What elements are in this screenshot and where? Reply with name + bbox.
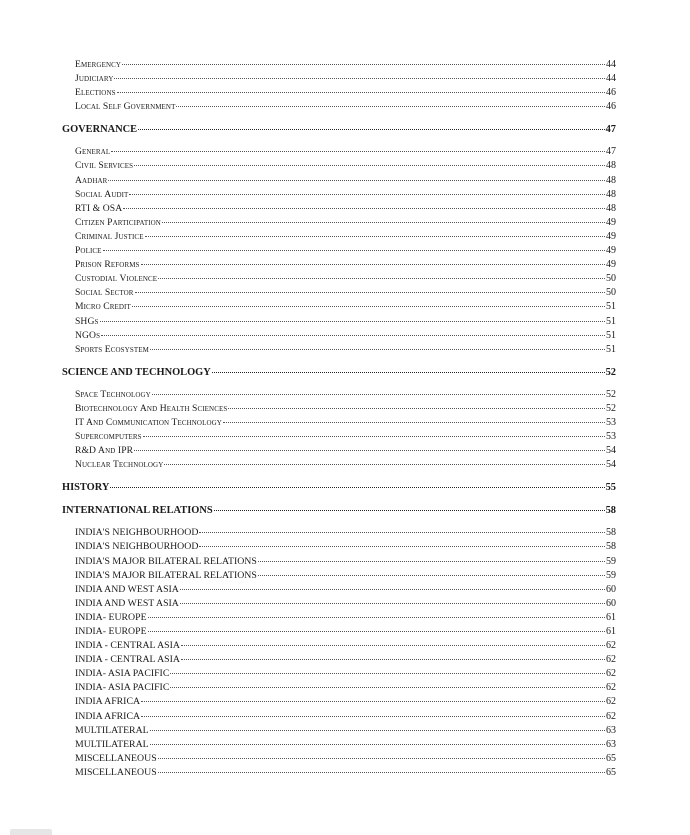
dot-leader — [123, 207, 605, 209]
dot-leader — [108, 179, 605, 181]
toc-section-heading[interactable] — [62, 481, 616, 495]
toc-entry-label: MISCELLANEOUS — [75, 766, 157, 778]
toc-entry-page: 48 — [606, 174, 616, 186]
dot-leader — [258, 574, 605, 576]
dot-leader — [114, 77, 605, 79]
toc-entry-page: 60 — [606, 597, 616, 609]
dot-leader — [212, 371, 605, 373]
toc-entry-label: INDIA'S MAJOR BILATERAL RELATIONS — [75, 555, 257, 567]
toc-entry-label: RTI & OSA — [75, 202, 123, 214]
toc-entry-page: 63 — [606, 738, 616, 750]
toc-entry-page: 44 — [606, 73, 616, 85]
toc-entry-page: 58 — [606, 527, 616, 539]
toc-entry-page: 49 — [606, 259, 616, 271]
toc-entry-label: MISCELLANEOUS — [75, 752, 157, 764]
toc-entry-label: NGOs — [75, 329, 101, 341]
toc-entry[interactable] — [62, 58, 616, 72]
toc-entry-page: 48 — [606, 202, 616, 214]
dot-leader — [145, 235, 605, 237]
toc-entry-page: 50 — [606, 273, 616, 285]
toc-entry-page: 49 — [606, 216, 616, 228]
toc-entry-label: Criminal Justice — [75, 230, 144, 242]
toc-section-history — [62, 481, 616, 495]
dot-leader — [152, 393, 605, 395]
toc-entry[interactable] — [62, 695, 616, 709]
toc-entry[interactable] — [62, 388, 616, 402]
toc-entry[interactable] — [62, 430, 616, 444]
toc-entry-page: 54 — [606, 445, 616, 457]
toc-entry-page: 61 — [606, 626, 616, 637]
toc-heading-label: SCIENCE AND TECHNOLOGY — [62, 366, 211, 378]
toc-entry-page: 47 — [606, 146, 616, 158]
table-of-contents — [62, 58, 616, 780]
dot-leader — [129, 193, 605, 195]
dot-leader — [181, 658, 605, 660]
dot-leader — [111, 150, 605, 152]
toc-entry-label: INDIA'S NEIGHBOURHOOD — [75, 541, 199, 553]
toc-entry[interactable] — [62, 752, 616, 766]
toc-entry-label: MULTILATERAL — [75, 724, 149, 736]
toc-entry[interactable] — [62, 540, 616, 554]
toc-entry-label: INDIA- ASIA PACIFIC — [75, 682, 170, 694]
dot-leader — [181, 644, 605, 646]
dot-leader — [170, 686, 605, 688]
toc-entry-label: INDIA AND WEST ASIA — [75, 597, 179, 609]
toc-entry-page: 51 — [606, 343, 616, 355]
toc-entry-page: 63 — [606, 724, 616, 736]
toc-entry[interactable] — [62, 555, 616, 569]
toc-entry-page: 62 — [606, 668, 616, 680]
dot-leader — [150, 348, 605, 350]
dot-leader — [199, 531, 605, 533]
dot-leader — [162, 221, 605, 223]
toc-entry-label: INDIA AND WEST ASIA — [75, 583, 179, 595]
toc-entry-page: 62 — [606, 710, 616, 722]
toc-entry-page: 53 — [606, 431, 616, 443]
toc-entry-page: 65 — [606, 752, 616, 764]
toc-heading-label: HISTORY — [62, 482, 110, 494]
toc-entry-label: Micro Credit — [75, 301, 131, 313]
toc-entry-label: INDIA - CENTRAL ASIA — [75, 640, 180, 652]
toc-entry-page: 59 — [606, 569, 616, 581]
toc-section-polity-continued — [62, 58, 616, 114]
dot-leader — [148, 616, 605, 618]
toc-entry[interactable] — [62, 569, 616, 583]
toc-entry-page: 62 — [606, 640, 616, 652]
dot-leader — [103, 249, 605, 251]
dot-leader — [258, 560, 605, 562]
toc-entry-label: Police — [75, 245, 102, 257]
toc-entry-page: 59 — [606, 555, 616, 567]
dot-leader — [134, 449, 605, 451]
toc-entry-label: General — [75, 146, 111, 158]
toc-section-international-relations — [62, 504, 616, 780]
toc-entry-label: INDIA'S NEIGHBOURHOOD — [75, 527, 199, 539]
toc-entry-label: Aadhar — [75, 174, 108, 186]
toc-entry[interactable] — [62, 583, 616, 597]
dot-leader — [164, 463, 605, 465]
toc-entry-label: Elections — [75, 87, 116, 99]
dot-leader — [158, 277, 605, 279]
toc-entry-label: INDIA- ASIA PACIFIC — [75, 668, 170, 680]
toc-entry-page: 49 — [606, 245, 616, 257]
toc-entry-label: Prison Reforms — [75, 259, 140, 271]
dot-leader — [110, 486, 604, 488]
toc-section-governance — [62, 123, 616, 356]
toc-entry-label: MULTILATERAL — [75, 738, 149, 750]
toc-entry-label: Custodial Violence — [75, 273, 158, 285]
toc-entry[interactable] — [62, 738, 616, 752]
dot-leader — [135, 291, 605, 293]
toc-entry[interactable] — [62, 402, 616, 416]
toc-entry[interactable] — [62, 100, 616, 114]
toc-entry[interactable] — [62, 174, 616, 188]
dot-leader — [150, 743, 605, 745]
dot-leader — [134, 164, 605, 166]
toc-heading-page: 55 — [605, 482, 616, 494]
toc-heading-label: INTERNATIONAL RELATIONS — [62, 505, 213, 517]
dot-leader — [132, 305, 605, 307]
toc-entry-label: INDIA AFRICA — [75, 696, 141, 708]
dot-leader — [100, 320, 606, 322]
toc-entry[interactable] — [62, 625, 616, 639]
dot-leader — [214, 509, 605, 511]
toc-section-heading[interactable] — [62, 366, 616, 380]
dot-leader — [158, 757, 605, 759]
toc-entry[interactable] — [62, 416, 616, 430]
dot-leader — [170, 672, 605, 674]
toc-entry-label: Space Technology — [75, 388, 151, 400]
toc-entry-page: 51 — [606, 315, 616, 327]
toc-entry[interactable] — [62, 286, 616, 300]
dot-leader — [176, 105, 605, 107]
toc-entry-page: 62 — [606, 696, 616, 708]
toc-entry-page: 61 — [606, 611, 616, 623]
toc-entry-label: Citizen Participation — [75, 216, 161, 228]
toc-entry-label: INDIA- EUROPE — [75, 611, 147, 623]
dot-leader — [158, 771, 605, 773]
toc-entry-page: 46 — [606, 101, 616, 113]
toc-entry-label: Local Self Government — [75, 101, 176, 113]
toc-entry-label: Nuclear Technology — [75, 459, 164, 471]
toc-entry[interactable] — [62, 188, 616, 202]
toc-entry[interactable] — [62, 315, 616, 329]
toc-entry[interactable] — [62, 444, 616, 458]
toc-section-science-technology — [62, 366, 616, 473]
toc-entry-label: Supercomputers — [75, 431, 142, 443]
toc-entry[interactable] — [62, 458, 616, 472]
dot-leader — [101, 334, 605, 336]
dot-leader — [223, 421, 605, 423]
dot-leader — [141, 715, 605, 717]
dot-leader — [117, 91, 605, 93]
toc-section-heading[interactable] — [62, 123, 616, 137]
toc-entry[interactable] — [62, 230, 616, 244]
dot-leader — [122, 63, 605, 65]
toc-entry-label: Civil Services — [75, 160, 134, 172]
toc-entry[interactable] — [62, 766, 616, 780]
toc-entry[interactable] — [62, 329, 616, 343]
toc-entry-label: Judiciary — [75, 73, 114, 85]
toc-entry-page: 54 — [606, 459, 616, 471]
toc-entry[interactable] — [62, 639, 616, 653]
toc-entry[interactable] — [62, 611, 616, 625]
toc-entry-label: Biotechnology And Health Sciences — [75, 402, 228, 414]
toc-entry-page: 48 — [606, 160, 616, 172]
toc-entry[interactable] — [62, 258, 616, 272]
toc-entry-label: R&D And IPR — [75, 445, 134, 457]
toc-entry[interactable] — [62, 202, 616, 216]
toc-entry-label: INDIA- EUROPE — [75, 626, 147, 637]
dot-leader — [228, 407, 605, 409]
toc-entry-page: 60 — [606, 583, 616, 595]
toc-entry-page: 50 — [606, 287, 616, 299]
toc-entry[interactable] — [62, 145, 616, 159]
toc-entry-page: 53 — [606, 416, 616, 428]
toc-entry[interactable] — [62, 159, 616, 173]
toc-entry-page: 65 — [606, 766, 616, 778]
toc-entry[interactable] — [62, 216, 616, 230]
toc-entry-label: Emergency — [75, 59, 122, 70]
dot-leader — [138, 128, 605, 130]
toc-entry[interactable] — [62, 272, 616, 286]
toc-entry[interactable] — [62, 526, 616, 540]
toc-entry[interactable] — [62, 653, 616, 667]
dot-leader — [148, 630, 605, 632]
toc-entry-page: 48 — [606, 188, 616, 200]
toc-entry-page: 46 — [606, 87, 616, 99]
toc-entry[interactable] — [62, 86, 616, 100]
toc-entry[interactable] — [62, 300, 616, 314]
toc-entry-label: Social Sector — [75, 287, 134, 299]
toc-entry-label: SHGs — [75, 315, 99, 327]
toc-entry-page: 51 — [606, 301, 616, 313]
toc-entry[interactable] — [62, 710, 616, 724]
toc-entry-label: IT And Communication Technology — [75, 416, 222, 428]
dot-leader — [150, 729, 605, 731]
toc-heading-page: 47 — [605, 124, 616, 136]
toc-entry-page: 49 — [606, 230, 616, 242]
dot-leader — [141, 700, 605, 702]
toc-entry-label: INDIA'S MAJOR BILATERAL RELATIONS — [75, 569, 257, 581]
dot-leader — [180, 588, 605, 590]
dot-leader — [199, 545, 605, 547]
dot-leader — [180, 602, 605, 604]
toc-entry-label: Sports Ecosystem — [75, 343, 149, 355]
toc-entry-page: 52 — [606, 402, 616, 414]
toc-entry-page: 52 — [606, 388, 616, 400]
toc-entry[interactable] — [62, 597, 616, 611]
toc-entry[interactable] — [62, 667, 616, 681]
toc-entry[interactable] — [62, 724, 616, 738]
dot-leader — [141, 263, 605, 265]
toc-entry[interactable] — [62, 244, 616, 258]
toc-entry[interactable] — [62, 72, 616, 86]
toc-entry[interactable] — [62, 681, 616, 695]
toc-heading-label: GOVERNANCE — [62, 124, 138, 136]
page-corner-tab — [10, 829, 52, 835]
toc-entry-page: 44 — [606, 59, 616, 70]
toc-entry[interactable] — [62, 343, 616, 357]
toc-section-heading[interactable] — [62, 504, 616, 518]
toc-entry-label: Social Audit — [75, 188, 129, 200]
toc-entry-label: INDIA AFRICA — [75, 710, 141, 722]
dot-leader — [143, 435, 605, 437]
toc-entry-label: INDIA - CENTRAL ASIA — [75, 654, 180, 666]
toc-entry-page: 51 — [606, 329, 616, 341]
toc-heading-page: 58 — [605, 505, 616, 517]
toc-heading-page: 52 — [605, 366, 616, 378]
toc-entry-page: 62 — [606, 654, 616, 666]
toc-entry-page: 62 — [606, 682, 616, 694]
toc-entry-page: 58 — [606, 541, 616, 553]
